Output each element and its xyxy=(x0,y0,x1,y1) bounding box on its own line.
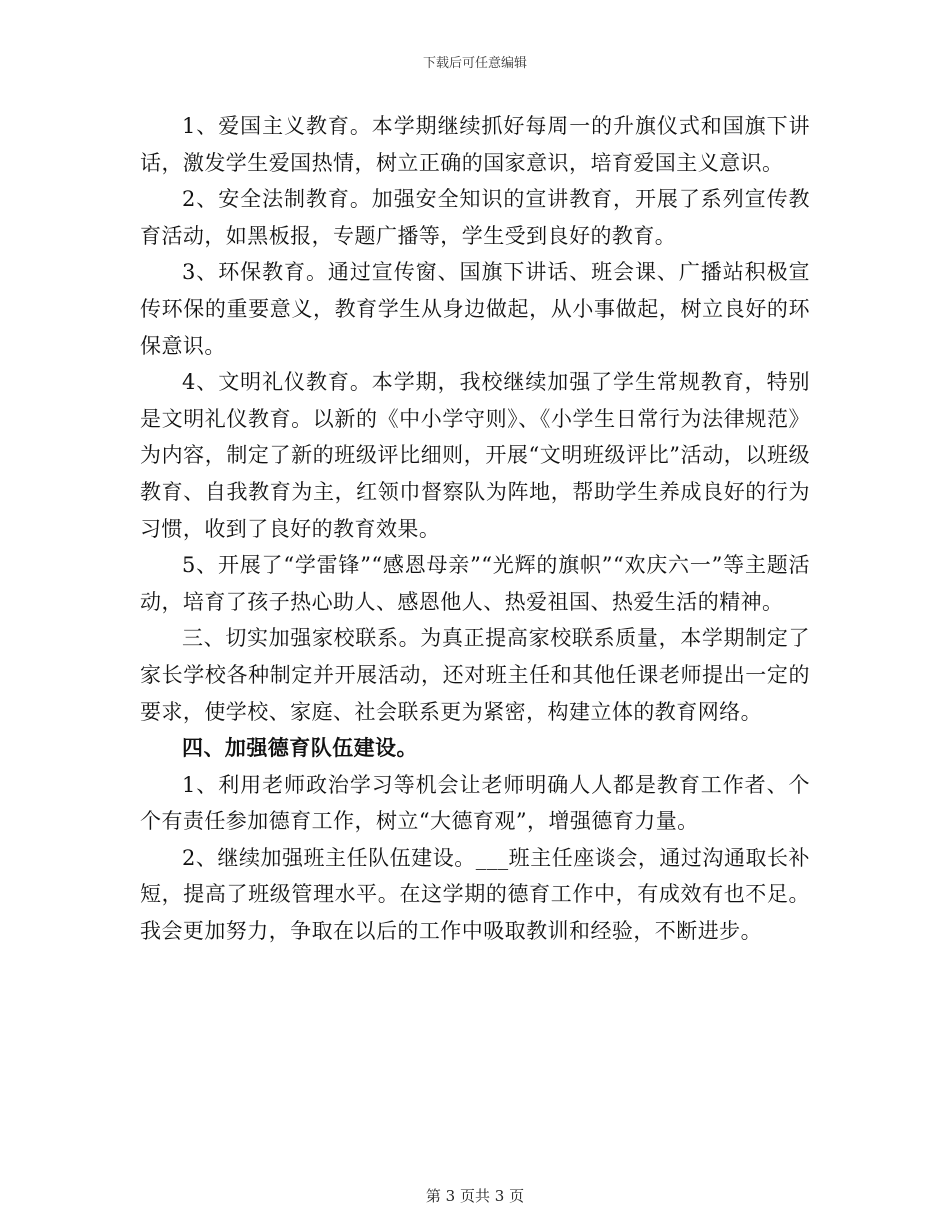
section-heading-moral-team: 四、加强德育队伍建设。 xyxy=(182,736,418,761)
page-header: 下载后可任意编辑 xyxy=(422,56,527,71)
paragraph-head-teacher-team: 2、继续加强班主任队伍建设。___班主任座谈会，通过沟通取长补短，提高了班级管理水平。在这学期的德育工作中，有成效有也不足。我会更加努力，争取在以后的工作中吸取教训和经验，不断进步。 xyxy=(140,845,810,944)
paragraph-patriotic-education: 1、爱国主义教育。本学期继续抓好每周一的升旗仪式和国旗下讲话，激发学生爱国热情，树立正确的国家意识，培育爱国主义意识。 xyxy=(140,114,810,175)
paragraph-environmental-education: 3、环保教育。通过宣传窗、国旗下讲话、班会课、广播站积极宣传环保的重要意义，教育学生从身边做起，从小事做起，树立良好的环保意识。 xyxy=(140,260,810,358)
paragraph-theme-activities: 5、开展了“学雷锋”“感恩母亲”“光辉的旗帜”“欢庆六一”等主题活动，培育了孩子热心助人、感恩他人、热爱祖国、热爱生活的精神。 xyxy=(140,553,810,614)
paragraph-safety-law-education: 2、安全法制教育。加强安全知识的宣讲教育，开展了系列宣传教育活动，如黑板报，专题广播等，学生受到良好的教育。 xyxy=(140,187,810,248)
document-body xyxy=(140,108,810,950)
paragraph-home-school-contact: 三、切实加强家校联系。为真正提高家校联系质量，本学期制定了家长学校各种制定并开展活动，还对班主任和其他任课老师提出一定的要求，使学校、家庭、社会联系更为紧密，构建立体的教育网络。 xyxy=(140,626,810,724)
paragraph-teacher-study: 1、利用老师政治学习等机会让老师明确人人都是教育工作者、个个有责任参加德育工作，树立“大德育观”，增强德育力量。 xyxy=(140,772,810,834)
paragraph-etiquette-education: 4、文明礼仪教育。本学期，我校继续加强了学生常规教育，特别是文明礼仪教育。以新的《中小学守则》、《小学生日常行为法律规范》为内容，制定了新的班级评比细则，开展“文明班级评比”活动，以班级教育、自我教育为主，红领巾督察队为阵地，帮助学生养成良好的行为习惯，收到了良好的教育效果。 xyxy=(140,370,810,541)
page-footer: 第 3 页共 3 页 xyxy=(425,1187,525,1205)
